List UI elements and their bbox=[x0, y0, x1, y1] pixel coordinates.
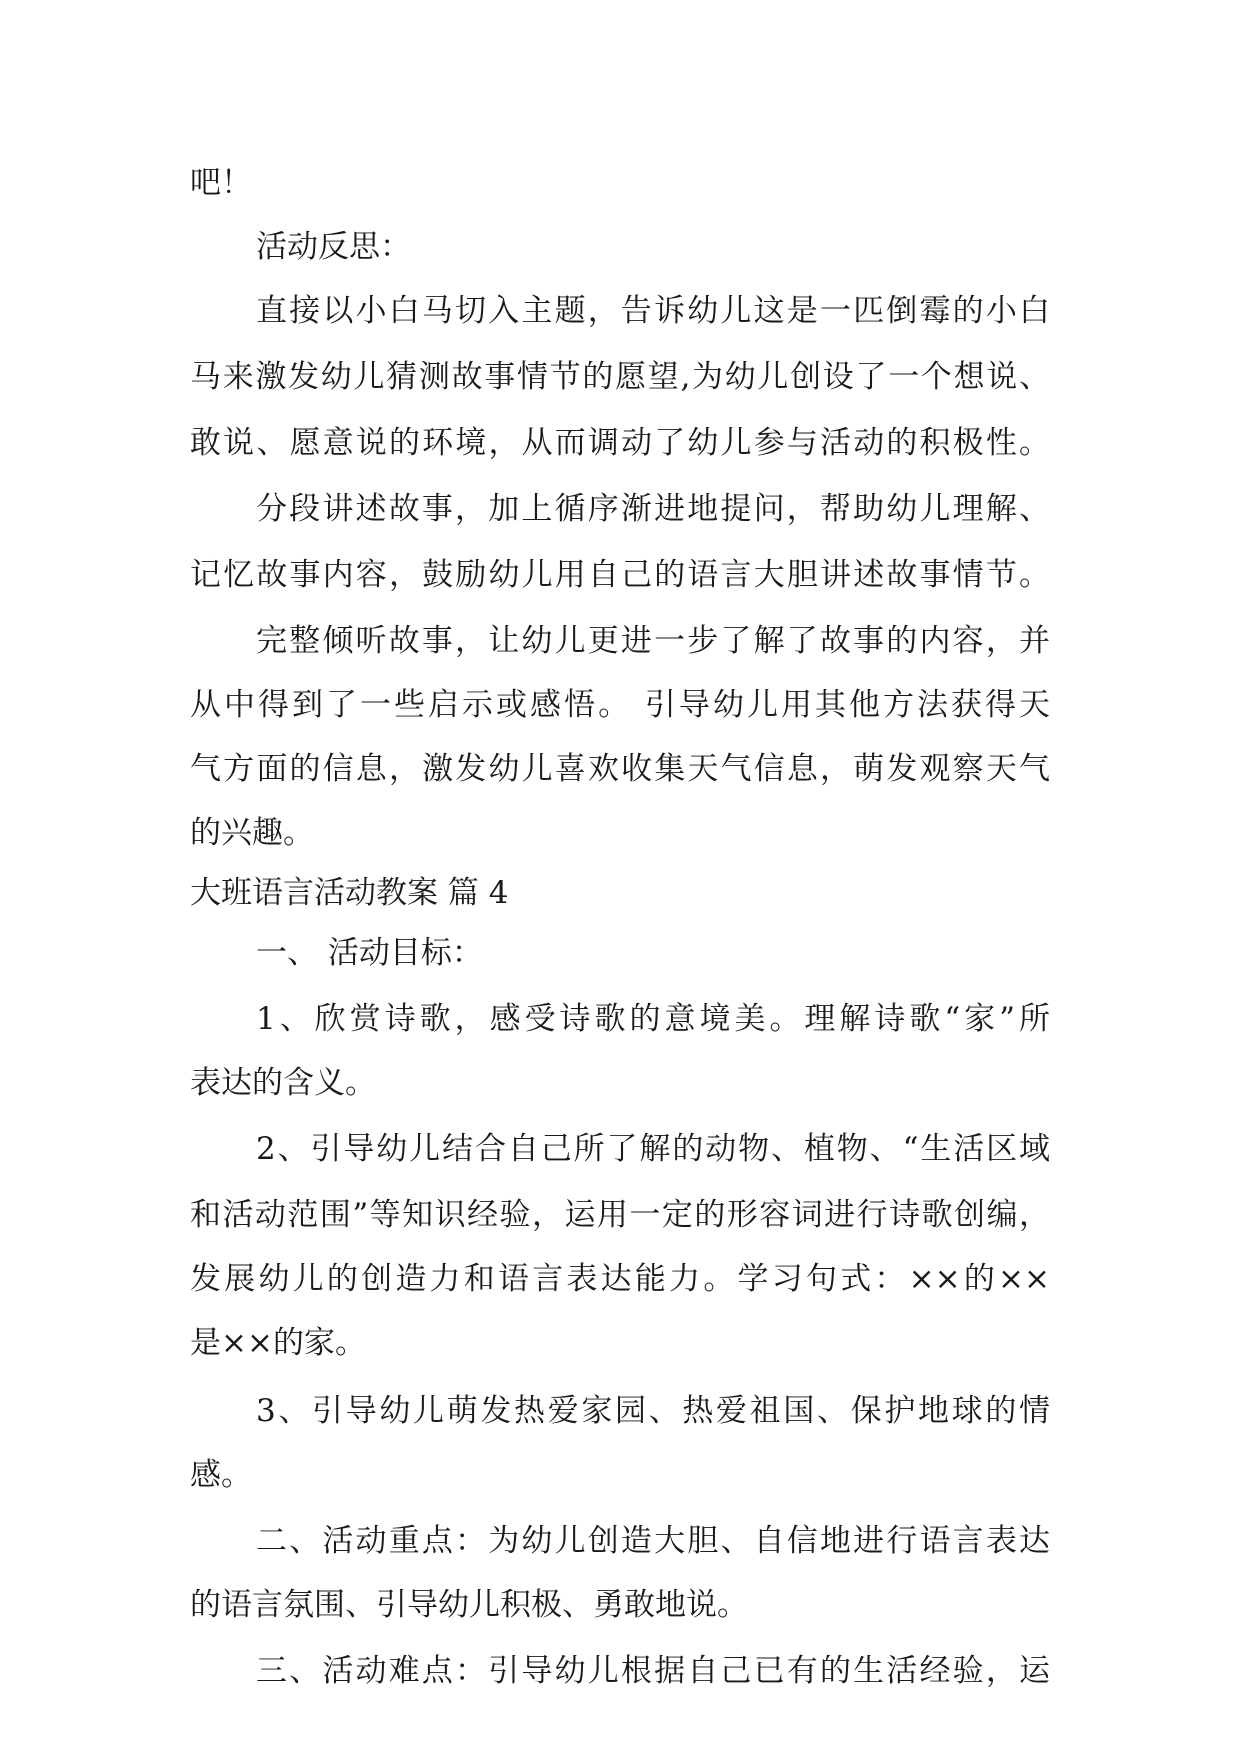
text-line: 气方面的信息，激发幼儿喜欢收集天气信息，萌发观察天气 bbox=[190, 751, 1050, 787]
section-title: 大班语言活动教案 篇 4 bbox=[190, 875, 509, 911]
text-line: 完整倾听故事，让幼儿更进一步了解了故事的内容，并 bbox=[256, 623, 1050, 659]
section-heading-goals: 一、 活动目标： bbox=[256, 935, 483, 971]
text-line: 直接以小白马切入主题，告诉幼儿这是一匹倒霉的小白 bbox=[256, 293, 1050, 329]
text-line: 发展幼儿的创造力和语言表达能力。学习句式：××的×× bbox=[190, 1261, 1050, 1297]
section-heading-reflection: 活动反思： bbox=[256, 229, 411, 265]
text-line: 记忆故事内容，鼓励幼儿用自己的语言大胆讲述故事情节。 bbox=[190, 557, 1050, 593]
text-line: 和活动范围”等知识经验，运用一定的形容词进行诗歌创编， bbox=[190, 1197, 1050, 1233]
text-line: 的语言氛围、引导幼儿积极、勇敢地说。 bbox=[190, 1587, 748, 1623]
text-line: 从中得到了一些启示或感悟。 引导幼儿用其他方法获得天 bbox=[190, 687, 1050, 723]
text-line: 吧！ bbox=[190, 165, 252, 201]
text-line: 马来激发幼儿猜测故事情节的愿望,为幼儿创设了一个想说、 bbox=[190, 359, 1050, 395]
text-line: 2、引导幼儿结合自己所了解的动物、植物、“生活区域 bbox=[256, 1131, 1050, 1167]
text-line: 二、活动重点：为幼儿创造大胆、自信地进行语言表达 bbox=[256, 1523, 1050, 1559]
text-line: 表达的含义。 bbox=[190, 1065, 376, 1101]
text-line: 分段讲述故事，加上循序渐进地提问，帮助幼儿理解、 bbox=[256, 491, 1050, 527]
text-line: 的兴趣。 bbox=[190, 815, 314, 851]
text-line: 三、活动难点：引导幼儿根据自己已有的生活经验，运 bbox=[256, 1653, 1050, 1689]
text-line: 敢说、愿意说的环境，从而调动了幼儿参与活动的积极性。 bbox=[190, 425, 1050, 461]
text-line: 感。 bbox=[190, 1457, 252, 1493]
text-line: 是××的家。 bbox=[190, 1325, 366, 1361]
text-line: 3、引导幼儿萌发热爱家园、热爱祖国、保护地球的情 bbox=[256, 1393, 1050, 1429]
text-line: 1、欣赏诗歌，感受诗歌的意境美。理解诗歌“家”所 bbox=[256, 1001, 1050, 1037]
